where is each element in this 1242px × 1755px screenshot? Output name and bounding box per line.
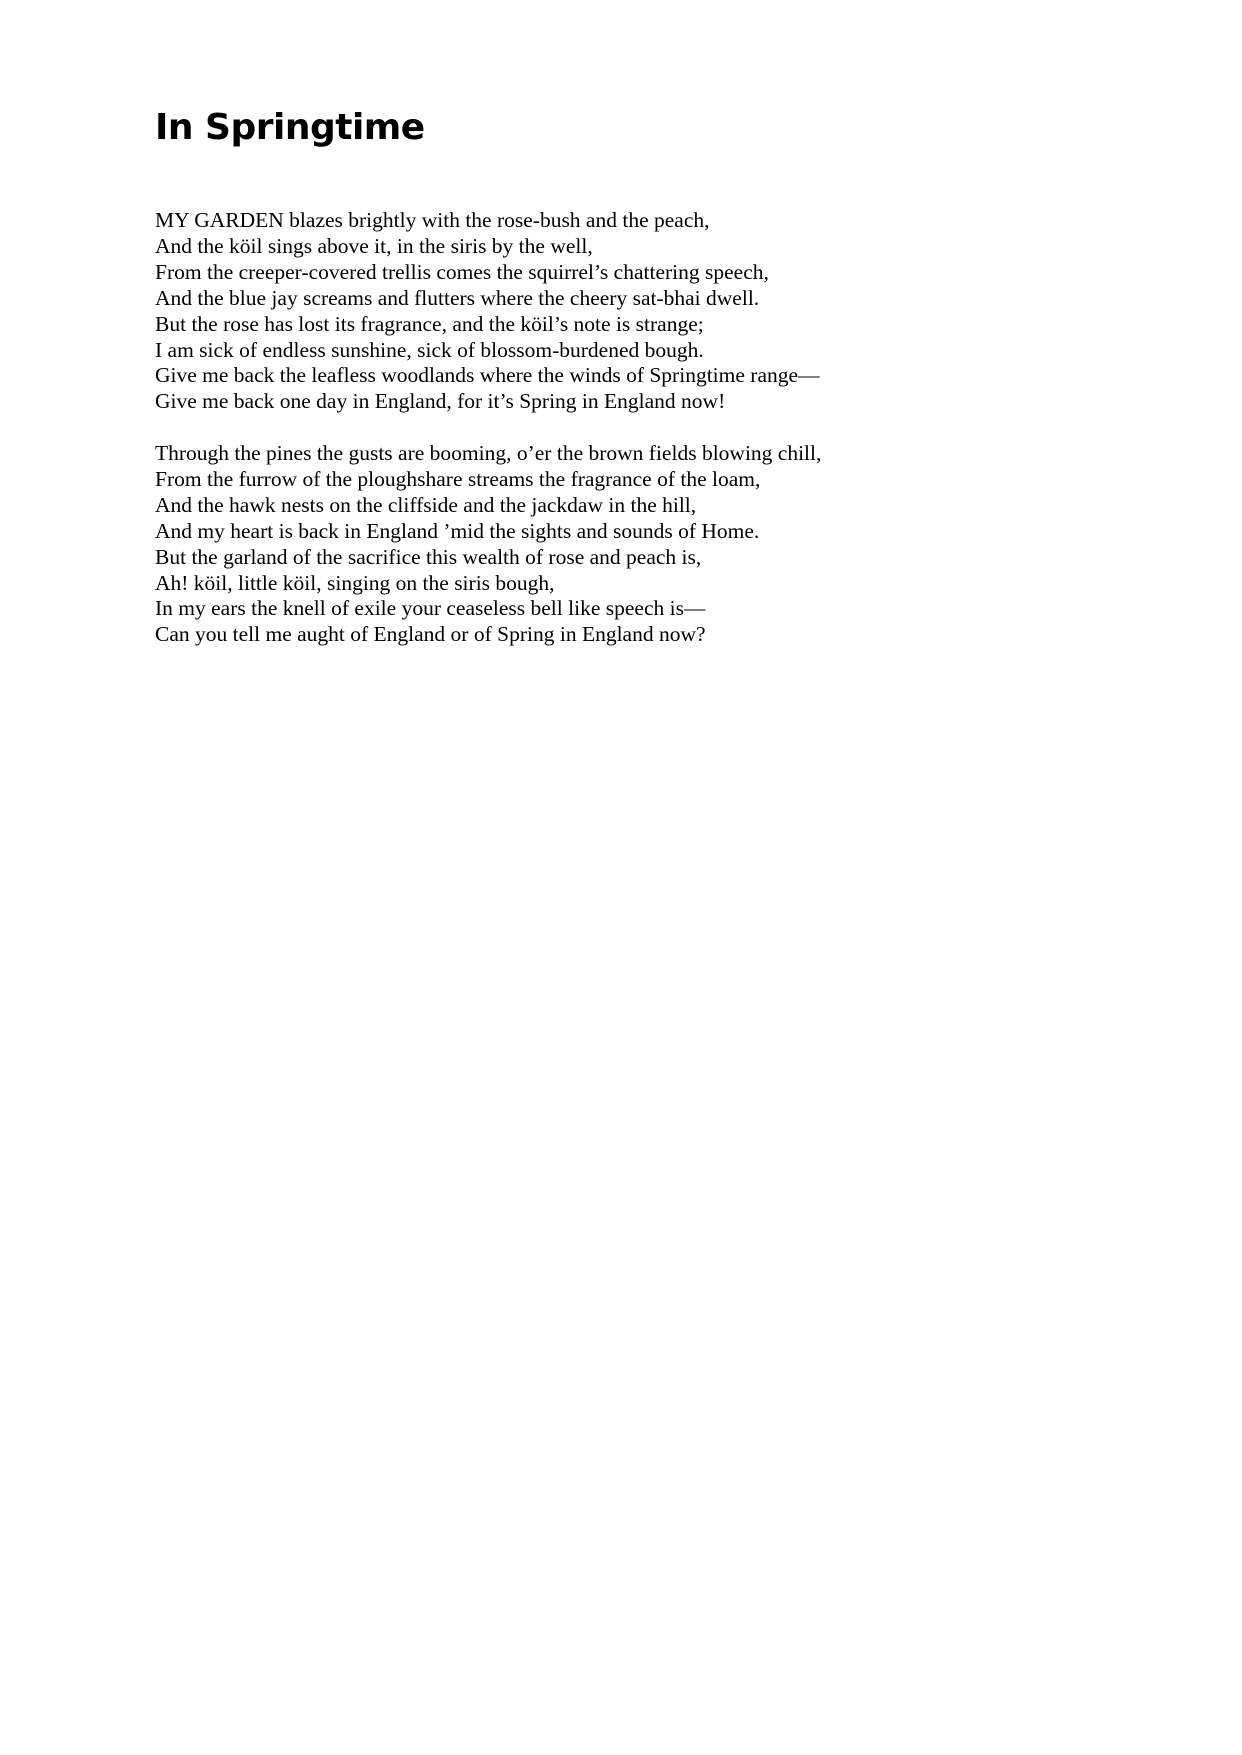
poem-line: In my ears the knell of exile your ceaseless bell like speech is— — [155, 596, 706, 621]
poem-line: But the rose has lost its fragrance, and the köil’s note is strange; — [155, 311, 704, 336]
poem-title: In Springtime — [155, 107, 425, 148]
poem-line: And the köil sings above it, in the siris by the well, — [155, 233, 593, 258]
poem-line: MY GARDEN blazes brightly with the rose-bush and the peach, — [155, 208, 710, 232]
poem-line: Give me back one day in England, for it’s Spring in England now! — [155, 389, 726, 414]
poem-line: Give me back the leafless woodlands where the winds of Springtime range— — [155, 363, 820, 388]
poem-line: But the garland of the sacrifice this wealth of rose and peach is, — [155, 544, 702, 569]
poem-line: From the furrow of the ploughshare streams the fragrance of the loam, — [155, 466, 761, 491]
poem-line: I am sick of endless sunshine, sick of blossom-burdened bough. — [155, 337, 704, 362]
poem-line: And the blue jay screams and flutters where the cheery sat-bhai dwell. — [155, 285, 760, 310]
poem-line: From the creeper-covered trellis comes the squirrel’s chattering speech, — [155, 259, 769, 284]
poem-line: And my heart is back in England ’mid the sights and sounds of Home. — [155, 518, 760, 543]
stanza-1 — [155, 208, 820, 415]
poem-line: Ah! köil, little köil, singing on the siris bough, — [155, 570, 555, 595]
stanza-2 — [155, 441, 821, 648]
poem-line: Through the pines the gusts are booming, o’er the brown fields blowing chill, — [155, 441, 822, 465]
poem-line: Can you tell me aught of England or of Spring in England now? — [155, 622, 706, 647]
poem-line: And the hawk nests on the cliffside and the jackdaw in the hill, — [155, 492, 697, 517]
